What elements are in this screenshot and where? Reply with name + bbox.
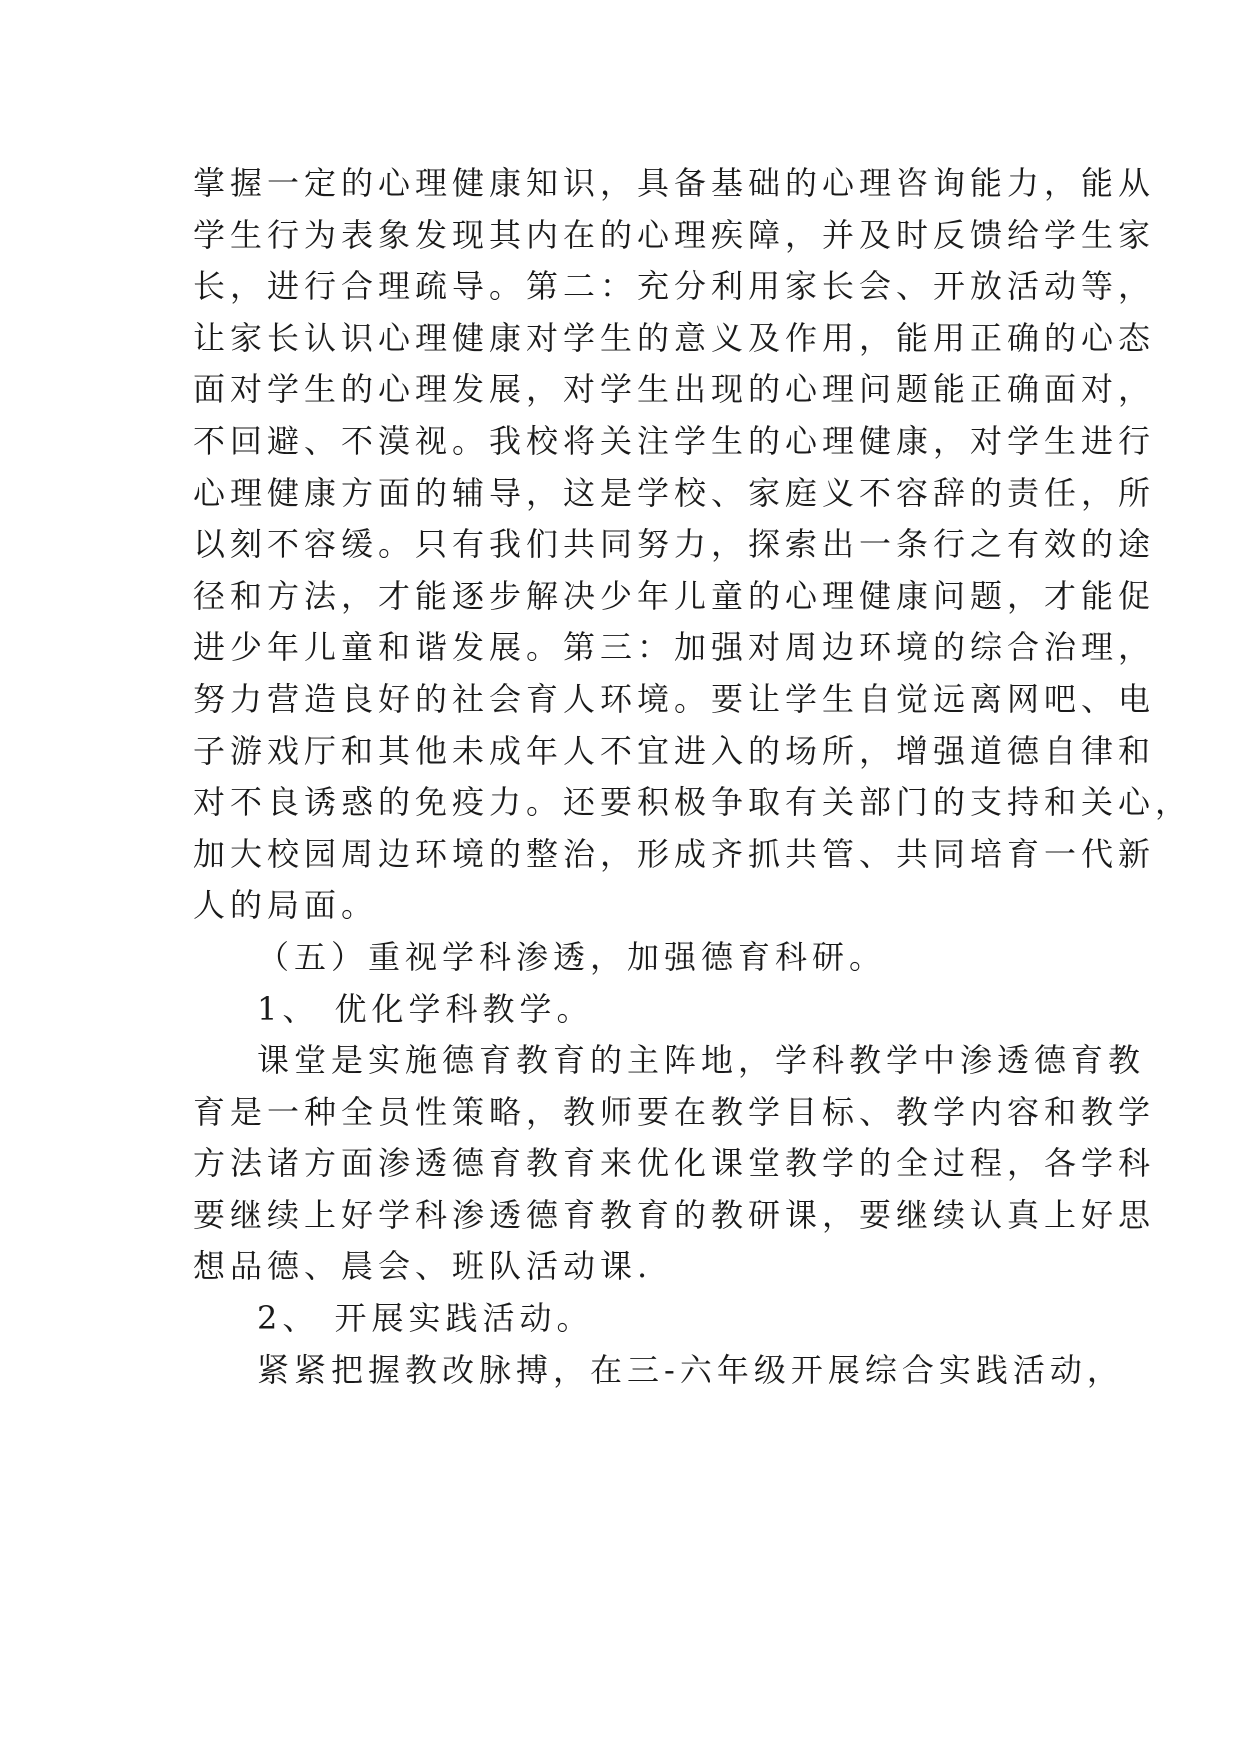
text-line: 方法诸方面渗透德育教育来优化课堂教学的全过程，各学科 [193,1144,1156,1183]
paragraph-start-line: 紧紧把握教改脉搏，在三-六年级开展综合实践活动， [257,1350,1124,1389]
paragraph-start-line: 课堂是实施德育教育的主阵地，学科教学中渗透德育教 [257,1041,1146,1080]
text-line: 人的局面。 [193,886,379,925]
subsection-heading: 1、 优化学科教学。 [257,989,594,1028]
text-line: 想品德、晨会、班队活动课. [193,1247,653,1286]
text-line: 让家长认识心理健康对学生的意义及作用，能用正确的心态 [193,318,1156,357]
section-heading: （五）重视学科渗透，加强德育科研。 [257,937,887,976]
text-line: 长，进行合理疏导。第二：充分利用家长会、开放活动等， [193,267,1156,306]
text-line: 进少年儿童和谐发展。第三：加强对周边环境的综合治理， [193,628,1156,667]
text-line: 以刻不容缓。只有我们共同努力，探索出一条行之有效的途 [193,525,1156,564]
subsection-heading: 2、 开展实践活动。 [257,1299,594,1338]
document-body [193,158,1193,1396]
text-line: 心理健康方面的辅导，这是学校、家庭义不容辞的责任，所 [193,473,1156,512]
text-line: 育是一种全员性策略，教师要在教学目标、教学内容和教学 [193,1092,1156,1131]
text-line: 不回避、不漠视。我校将关注学生的心理健康，对学生进行 [193,421,1156,460]
text-line: 要继续上好学科渗透德育教育的教研课，要继续认真上好思 [193,1195,1156,1234]
text-line: 对不良诱惑的免疫力。还要积极争取有关部门的支持和关心， [193,783,1193,822]
text-line: 学生行为表象发现其内在的心理疾障，并及时反馈给学生家 [193,215,1156,254]
text-line: 子游戏厅和其他未成年人不宜进入的场所，增强道德自律和 [193,731,1156,770]
text-line: 径和方法，才能逐步解决少年儿童的心理健康问题，才能促 [193,576,1156,615]
text-line: 掌握一定的心理健康知识，具备基础的心理咨询能力，能从 [193,164,1156,202]
text-line: 面对学生的心理发展，对学生出现的心理问题能正确面对， [193,370,1156,409]
text-line: 加大校园周边环境的整治，形成齐抓共管、共同培育一代新 [193,834,1156,873]
text-line: 努力营造良好的社会育人环境。要让学生自觉远离网吧、电 [193,679,1156,718]
